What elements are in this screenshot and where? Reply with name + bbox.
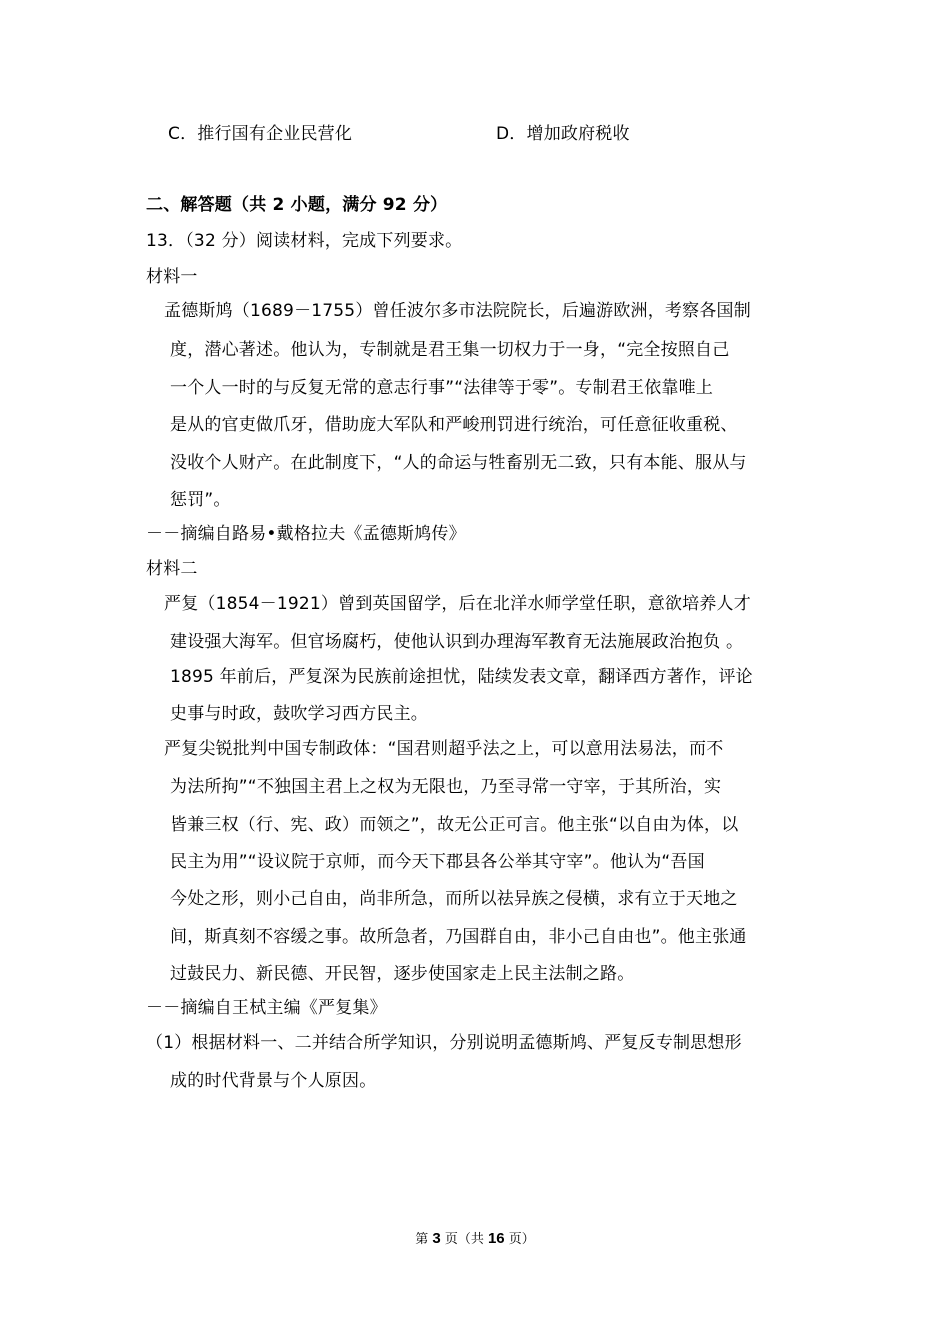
material2-para2-line: 间，斯真刻不容缓之事。故所急者，乃国群自由，非小己自由也”。他主张通 [170, 927, 747, 947]
material2-label: 材料二 [146, 559, 198, 579]
material1-line: 没收个人财产。在此制度下，“人的命运与牲畜别无二致，只有本能、服从与 [170, 453, 747, 473]
page-footer [0, 1228, 950, 1247]
footer-prefix: 第 [415, 1232, 433, 1247]
material1-label: 材料一 [146, 267, 198, 287]
material1-line: 一个人一时的与反复无常的意志行事”“法律等于零”。专制君王依靠唯上 [170, 378, 714, 398]
material2-para2-line: 皆兼三权（行、宪、政）而领之”，故无公正可言。他主张“以自由为体，以 [170, 815, 739, 835]
footer-middle: 页（共 [440, 1232, 488, 1247]
section-heading: 二、解答题（共 2 小题，满分 92 分） [146, 195, 448, 215]
material2-para2-line: 民主为用”“设议院于京师，而今天下郡县各公举其守宰”。他认为“吾国 [170, 852, 705, 872]
material2-para2-line: 今处之形，则小己自由，尚非所急，而所以祛异族之侵横，求有立于天地之 [170, 889, 738, 909]
question-intro: 13．（32 分）阅读材料，完成下列要求。 [146, 231, 463, 251]
material2-para2-line: 为法所拘”“不独国主君上之权为无限也，乃至寻常一守宰，于其所治，实 [170, 777, 722, 797]
material2-para2-line: 严复尖锐批判中国专制政体：“国君则超乎法之上，可以意用法易法，而不 [164, 739, 724, 759]
material2-para1-line: 严复（1854－1921）曾到英国留学，后在北洋水师学堂任职，意欲培养人才 [164, 594, 751, 614]
footer-total-pages: 16 [487, 1230, 505, 1247]
material1-line: 度，潜心著述。他认为，专制就是君王集一切权力于一身，“完全按照自己 [170, 340, 730, 360]
material2-source: －－摘编自王栻主编《严复集》 [146, 998, 387, 1018]
footer-page-number: 3 [432, 1230, 441, 1247]
material1-line: 孟德斯鸠（1689－1755）曾任波尔多市法院院长，后遍游欧洲，考察各国制 [164, 301, 751, 321]
material1-line: 是从的官吏做爪牙，借助庞大军队和严峻刑罚进行统治，可任意征收重税、 [170, 415, 738, 435]
option-d: D．增加政府税收 [496, 124, 630, 144]
material1-line: 惩罚”。 [170, 490, 231, 510]
material2-para2-line: 过鼓民力、新民德、开民智，逐步使国家走上民主法制之路。 [170, 964, 635, 984]
material2-para1-line: 史事与时政，鼓吹学习西方民主。 [170, 704, 428, 724]
material2-para1-line: 1895 年前后，严复深为民族前途担忧，陆续发表文章，翻译西方著作，评论 [170, 667, 753, 687]
subquestion-1-line: （1）根据材料一、二并结合所学知识，分别说明孟德斯鸠、严复反专制思想形 [146, 1033, 742, 1053]
material1-source: －－摘编自路易•戴格拉夫《孟德斯鸠传》 [146, 524, 466, 544]
option-c: C．推行国有企业民营化 [168, 124, 353, 144]
footer-suffix: 页） [504, 1232, 535, 1247]
material2-para1-line: 建设强大海军。但官场腐朽，使他认识到办理海军教育无法施展政治抱负 。 [170, 632, 744, 652]
subquestion-1-line: 成的时代背景与个人原因。 [170, 1071, 377, 1091]
